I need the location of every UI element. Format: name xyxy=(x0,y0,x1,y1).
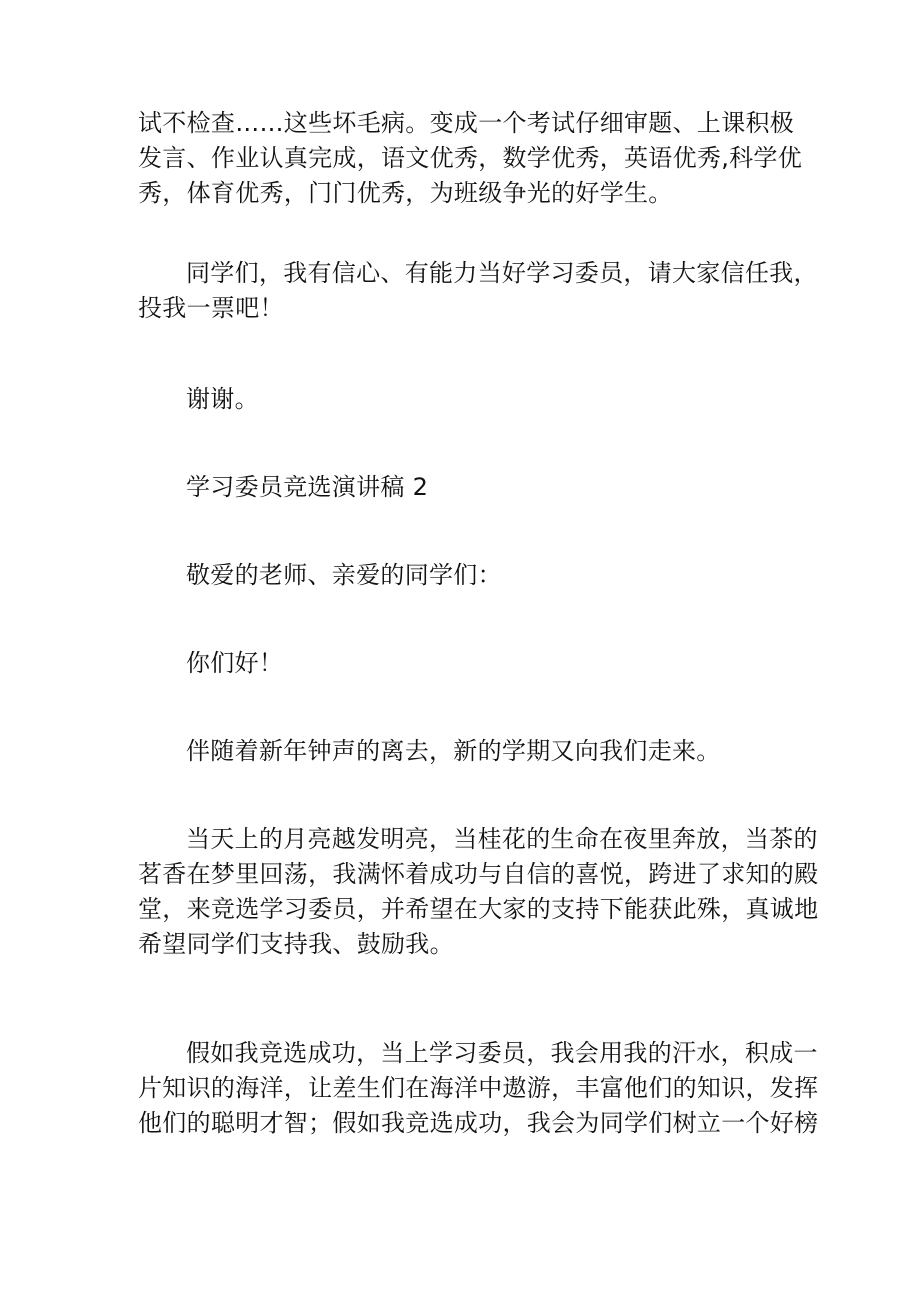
text-line: 堂，来竞选学习委员，并希望在大家的支持下能获此殊，真诚地 xyxy=(138,895,819,923)
text-line: 你们好！ xyxy=(186,649,284,677)
paragraph-moonlight xyxy=(138,822,819,962)
text-line: 发言、作业认真完成，语文优秀，数学优秀，英语优秀,科学优 xyxy=(138,144,803,172)
paragraph-hello xyxy=(138,646,798,681)
text-line: 试不检查……这些坏毛病。变成一个考试仔细审题、上课积极 xyxy=(138,109,795,137)
text-line: 茗香在梦里回荡，我满怀着成功与自信的喜悦，跨进了求知的殿 xyxy=(138,860,819,888)
text-line: 投我一票吧！ xyxy=(138,294,284,322)
paragraph-confidence xyxy=(138,256,818,326)
paragraph-bad-habits xyxy=(138,106,803,211)
paragraph-new-semester xyxy=(138,734,798,769)
text-line: 假如我竞选成功，当上学习委员，我会用我的汗水，积成一 xyxy=(186,1039,818,1067)
text-line: 秀，体育优秀，门门优秀，为班级争光的好学生。 xyxy=(138,179,673,207)
paragraph-thanks xyxy=(138,382,798,417)
paragraph-greeting xyxy=(138,558,798,593)
text-line: 片知识的海洋，让差生们在海洋中遨游，丰富他们的知识，发挥 xyxy=(138,1074,819,1102)
paragraph-if-elected xyxy=(138,1036,819,1141)
text-line: 希望同学们支持我、鼓励我。 xyxy=(138,930,454,958)
text-line: 谢谢。 xyxy=(186,385,259,413)
text-line: 敬爱的老师、亲爱的同学们： xyxy=(186,561,502,589)
text-line: 当天上的月亮越发明亮，当桂花的生命在夜里奔放，当茶的 xyxy=(186,825,818,853)
section-heading xyxy=(138,470,798,505)
text-line: 伴随着新年钟声的离去，新的学期又向我们走来。 xyxy=(186,737,721,765)
heading-text: 学习委员竞选演讲稿 2 xyxy=(186,473,429,501)
text-line: 同学们，我有信心、有能力当好学习委员，请大家信任我， xyxy=(186,259,818,287)
text-line: 他们的聪明才智；假如我竞选成功，我会为同学们树立一个好榜 xyxy=(138,1109,819,1137)
